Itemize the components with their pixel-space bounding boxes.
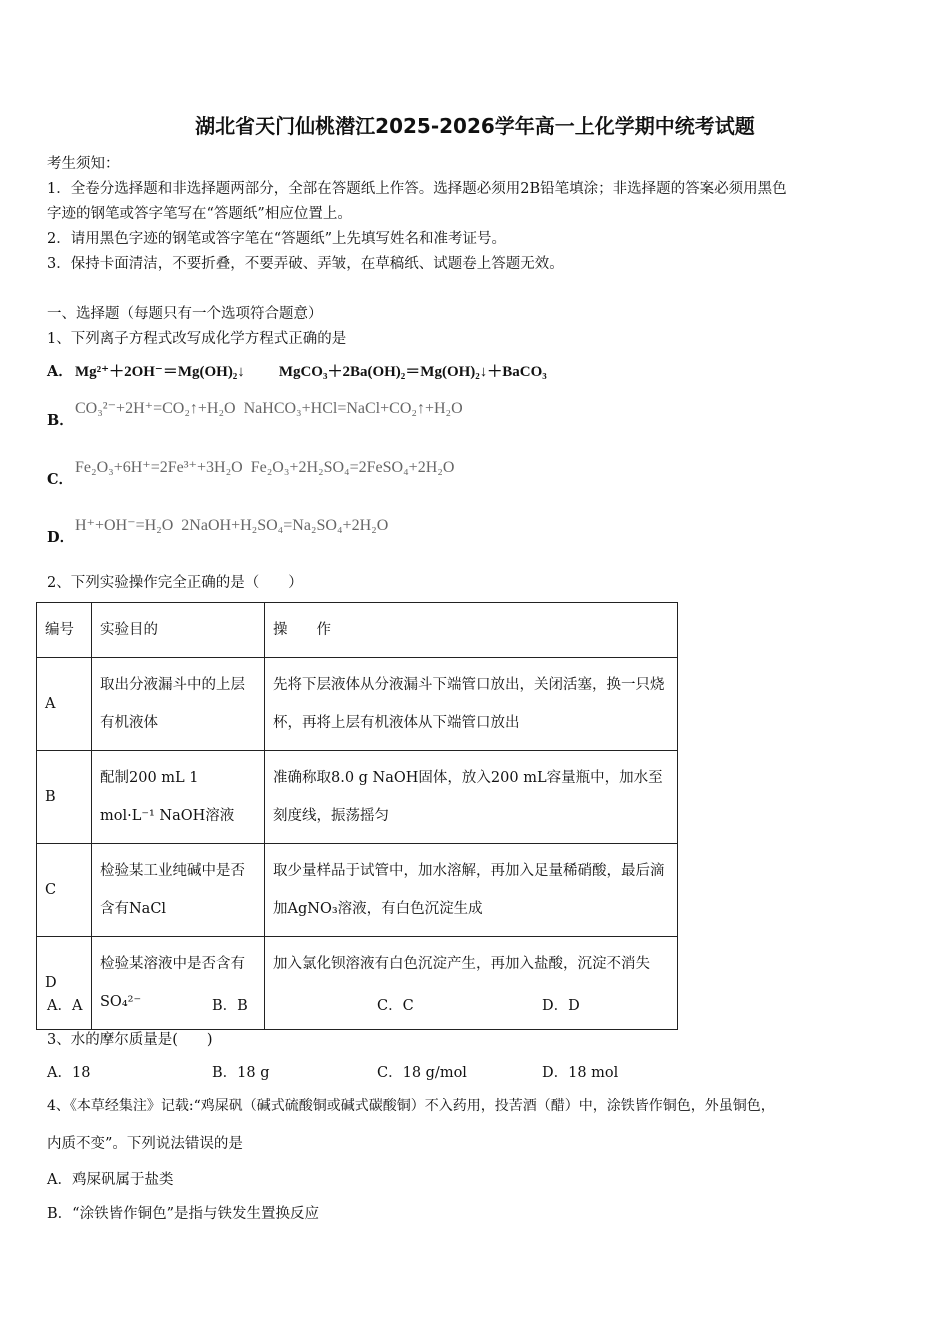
- q4-stem-line-2: 内质不变”。下列说法错误的是: [47, 1136, 243, 1152]
- row-goal: 配制200 mL 1 mol·L⁻¹ NaOH溶液: [92, 751, 265, 844]
- choice-c: C．18 g/mol: [377, 1065, 467, 1081]
- row-goal: 检验某工业纯碱中是否含有NaCl: [92, 844, 265, 937]
- ionic-equation: Mg²⁺＋2OH⁻＝Mg(OH)₂↓: [75, 364, 245, 380]
- row-operation: 取少量样品于试管中，加水溶解，再加入足量稀硝酸，最后滴加AgNO₃溶液，有白色沉淀生成: [265, 844, 678, 937]
- row-code: A: [37, 658, 92, 751]
- q4-option-a: A．鸡屎矾属于盐类: [47, 1172, 174, 1188]
- row-code: D: [37, 937, 92, 1030]
- notice-line-3: 2．请用黑色字迹的钢笔或答字笔在“答题纸”上先填写姓名和准考证号。: [47, 231, 507, 247]
- q1-option-c: [47, 457, 454, 489]
- choice-c: C．C: [377, 998, 414, 1014]
- option-letter: A．: [47, 363, 73, 380]
- notice-line-2: 字迹的钢笔或答字笔写在“答题纸”相应位置上。: [47, 206, 352, 222]
- row-goal: 检验某溶液中是否含有SO₄²⁻: [92, 937, 265, 1030]
- q1-option-b: [47, 398, 463, 430]
- option-letter: B．: [47, 412, 74, 429]
- header-code: 编号: [37, 603, 92, 658]
- choice-b: B．18 g: [212, 1065, 270, 1081]
- page-title: 湖北省天门仙桃潜江2025-2026学年高一上化学期中统考试题: [195, 114, 755, 138]
- option-letter: C．: [47, 471, 74, 488]
- chemical-equation: Fe₂O₃+2H₂SO₄=2FeSO₄+2H₂O: [250, 459, 455, 476]
- table-row: [37, 937, 678, 1030]
- choice-a: A．18: [47, 1065, 91, 1081]
- notice-line-1: 1．全卷分选择题和非选择题两部分，全部在答题纸上作答。选择题必须用2B铅笔填涂；非选择题的答案必须用黑色: [47, 181, 787, 197]
- q3-choices: [47, 1061, 707, 1082]
- q3-stem: 3、水的摩尔质量是( ): [47, 1032, 213, 1048]
- table-row: [37, 844, 678, 937]
- q2-choices: [47, 994, 707, 1015]
- row-goal: 取出分液漏斗中的上层有机液体: [92, 658, 265, 751]
- row-code: C: [37, 844, 92, 937]
- notice-heading: 考生须知：: [47, 156, 120, 172]
- choice-d: D．D: [542, 998, 580, 1014]
- experiment-table: [36, 602, 678, 1030]
- ionic-equation: CO₃²⁻+2H⁺=CO₂↑+H₂O: [75, 400, 236, 417]
- header-operation: 操 作: [265, 603, 678, 658]
- ionic-equation: Fe₂O₃+6H⁺=2Fe³⁺+3H₂O: [75, 459, 243, 476]
- header-goal: 实验目的: [92, 603, 265, 658]
- option-letter: D．: [47, 529, 75, 546]
- choice-a: A．A: [47, 998, 83, 1014]
- q2-stem: 2、下列实验操作完全正确的是（ ）: [47, 575, 303, 591]
- choice-b: B．B: [212, 998, 248, 1014]
- table-row: [37, 658, 678, 751]
- chemical-equation: MgCO₃＋2Ba(OH)₂＝Mg(OH)₂↓＋BaCO₃: [278, 364, 547, 380]
- q4-stem-line-1: 4、《本草经集注》记载:“鸡屎矾（碱式硫酸铜或碱式碳酸铜）不入药用，投苦酒（醋）中，涂铁皆作铜色，外虽铜色，: [47, 1098, 775, 1114]
- ionic-equation: H⁺+OH⁻=H₂O: [75, 517, 174, 534]
- row-operation: 准确称取8.0 g NaOH固体，放入200 mL容量瓶中，加水至刻度线，振荡摇匀: [265, 751, 678, 844]
- chemical-equation: 2NaOH+H₂SO₄=Na₂SO₄+2H₂O: [181, 517, 389, 534]
- row-code: B: [37, 751, 92, 844]
- q4-option-b: B．“涂铁皆作铜色”是指与铁发生置换反应: [47, 1206, 319, 1222]
- q1-option-a: [47, 360, 547, 381]
- table-header-row: [37, 603, 678, 658]
- section-heading: 一、选择题（每题只有一个选项符合题意）: [47, 306, 323, 322]
- row-operation: 加入氯化钡溶液有白色沉淀产生，再加入盐酸，沉淀不消失: [265, 937, 678, 1030]
- notice-line-4: 3．保持卡面清洁，不要折叠，不要弄破、弄皱，在草稿纸、试题卷上答题无效。: [47, 256, 564, 272]
- q1-option-d: [47, 515, 388, 547]
- q1-stem: 1、下列离子方程式改写成化学方程式正确的是: [47, 331, 347, 347]
- choice-d: D．18 mol: [542, 1065, 619, 1081]
- chemical-equation: NaHCO₃+HCl=NaCl+CO₂↑+H₂O: [243, 400, 463, 417]
- table-row: [37, 751, 678, 844]
- row-operation: 先将下层液体从分液漏斗下端管口放出，关闭活塞，换一只烧杯，再将上层有机液体从下端管口放出: [265, 658, 678, 751]
